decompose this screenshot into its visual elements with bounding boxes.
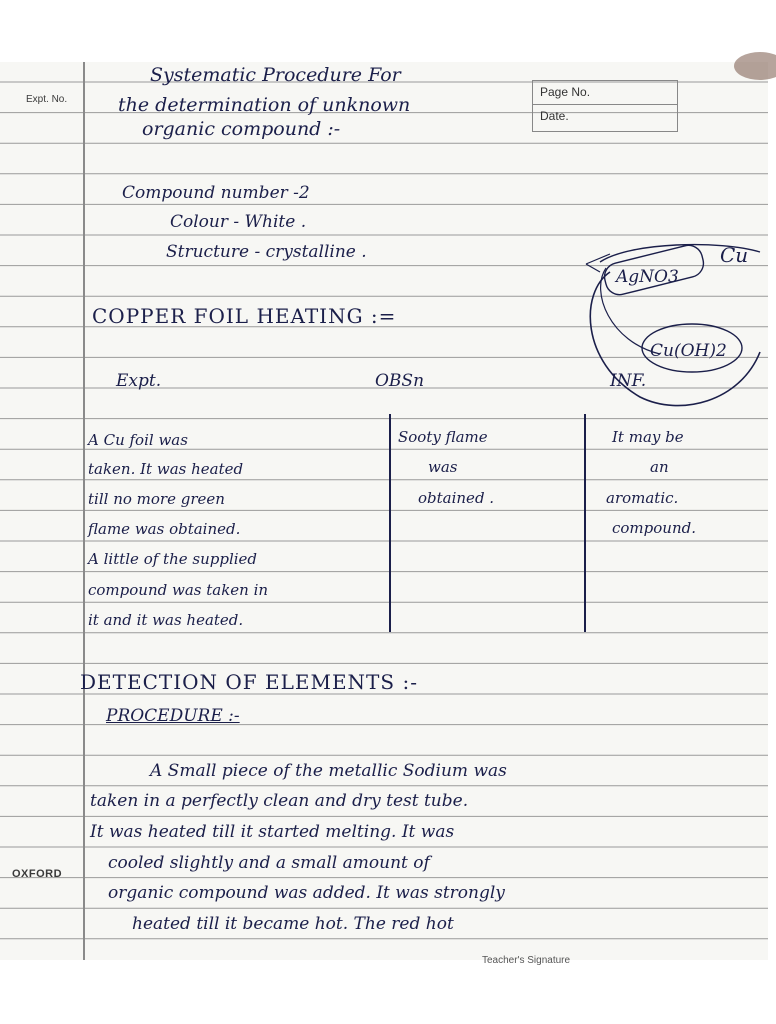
- expt-line-6: compound was taken in: [88, 581, 269, 599]
- brand-logo: OXFORD: [12, 868, 63, 880]
- procedure-line-2: taken in a perfectly clean and dry test tube.: [90, 791, 469, 811]
- title-line-2: the determination of unknown: [118, 94, 411, 116]
- procedure-subheading: PROCEDURE :-: [106, 706, 240, 726]
- teacher-signature-label: Teacher's Signature: [482, 955, 571, 966]
- column-expt: Expt.: [116, 371, 162, 391]
- column-inf: INF.: [610, 371, 647, 391]
- doodle-agno3: AgNO3: [616, 267, 679, 287]
- inf-line-3: aromatic.: [606, 489, 679, 507]
- page-date-box: [532, 80, 678, 132]
- notebook-page: [0, 62, 768, 966]
- table-divider-1: [389, 414, 391, 632]
- doodle-cu: Cu: [720, 243, 749, 267]
- procedure-line-4: cooled slightly and a small amount of: [108, 853, 430, 873]
- table-divider-2: [584, 414, 586, 632]
- expt-no-label: Expt. No.: [26, 94, 68, 105]
- date-label: Date.: [540, 109, 569, 123]
- detection-heading: DETECTION OF ELEMENTS :-: [80, 670, 418, 694]
- expt-line-1: A Cu foil was: [88, 431, 188, 449]
- doodle-cuoh2: Cu(OH)2: [650, 341, 727, 361]
- compound-colour: Colour - White .: [170, 212, 307, 232]
- compound-number: Compound number -2: [122, 183, 310, 203]
- thumb-shadow: [726, 62, 776, 84]
- inf-line-4: compound.: [612, 519, 696, 537]
- page-no-label: Page No.: [533, 81, 677, 105]
- expt-line-3: till no more green: [88, 490, 225, 508]
- procedure-line-1: A Small piece of the metallic Sodium was: [150, 761, 507, 781]
- obs-line-3: obtained .: [418, 489, 495, 507]
- title-line-3: organic compound :-: [142, 118, 341, 140]
- expt-line-4: flame was obtained.: [88, 520, 241, 538]
- expt-line-5: A little of the supplied: [88, 550, 258, 568]
- obs-line-2: was: [428, 458, 458, 476]
- expt-line-7: it and it was heated.: [88, 611, 244, 629]
- column-obs: OBSn: [375, 371, 425, 391]
- obs-line-1: Sooty flame: [398, 428, 488, 446]
- procedure-line-5: organic compound was added. It was strongly: [108, 883, 505, 903]
- procedure-line-3: It was heated till it started melting. It was: [90, 822, 455, 842]
- title-line-1: Systematic Procedure For: [150, 64, 401, 86]
- inf-line-2: an: [650, 458, 669, 476]
- expt-line-2: taken. It was heated: [88, 460, 244, 478]
- inf-line-1: It may be: [612, 428, 684, 446]
- compound-structure: Structure - crystalline .: [166, 242, 367, 262]
- procedure-line-6: heated till it became hot. The red hot: [132, 914, 454, 934]
- margin-doodle: [570, 232, 768, 422]
- copper-foil-heading: COPPER FOIL HEATING :=: [92, 304, 397, 328]
- margin-line: [83, 62, 85, 960]
